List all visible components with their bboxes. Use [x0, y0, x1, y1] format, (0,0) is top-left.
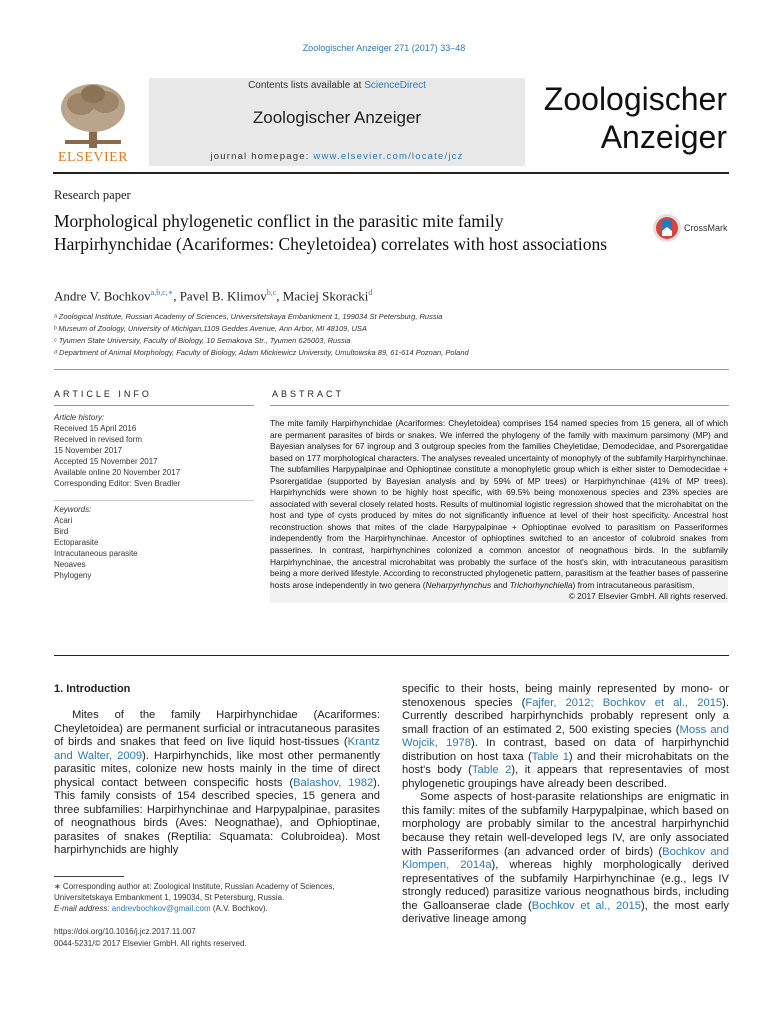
email-label: E-mail address:	[54, 904, 112, 913]
keyword: Bird	[54, 527, 69, 536]
affiliation: ᵇ Museum of Zoology, University of Michigan,1109 Geddes Avenue, Ann Arbor, MI 48109, USA	[54, 324, 367, 333]
homepage-prefix: journal homepage:	[210, 151, 314, 162]
author-affil-marks[interactable]: a,b,c,∗	[150, 288, 174, 297]
footnote-rule	[54, 876, 124, 877]
genus-name: Trichorhynchiella	[509, 579, 573, 590]
issn-line: 0044-5231/© 2017 Elsevier GmbH. All rights reserved.	[54, 939, 247, 948]
sciencedirect-link[interactable]: ScienceDirect	[364, 80, 426, 91]
affiliation: ᵈ Department of Animal Morphology, Faculty of Biology, Adam Mickiewicz University, Umultowska 89, 61-614 Poznan, Poland	[54, 348, 469, 357]
citation-link[interactable]: Bochkov and Klompen, 2014a	[402, 845, 730, 872]
article-history	[54, 412, 254, 489]
section-heading-introduction: 1. Introduction	[54, 683, 131, 695]
journal-name: Zoologischer Anzeiger	[252, 108, 422, 127]
crossmark-button[interactable]	[652, 213, 732, 245]
history-item: Received in revised form	[54, 435, 143, 444]
journal-info-box	[149, 78, 525, 166]
homepage-link[interactable]: www.elsevier.com/locate/jcz	[313, 151, 464, 162]
article-info-heading: ARTICLE INFO	[54, 389, 152, 399]
keyword: Neoaves	[54, 560, 86, 569]
history-item: Available online 20 November 2017	[54, 468, 181, 477]
homepage-line	[149, 151, 525, 162]
doi-link[interactable]: https://doi.org/10.1016/j.jcz.2017.11.007	[54, 927, 196, 936]
keyword: Ectoparasite	[54, 538, 99, 547]
citation-link[interactable]: Krantz and Walter, 2009	[54, 736, 380, 762]
cover-title-line-2: Anzeiger	[600, 119, 727, 155]
author-affil-marks[interactable]: d	[368, 288, 373, 297]
header-rule	[53, 172, 729, 174]
info-rule	[54, 405, 254, 406]
author-name: Andre V. Bochkov	[54, 288, 151, 304]
abstract-heading: ABSTRACT	[272, 389, 345, 399]
keyword: Acari	[54, 516, 73, 525]
email-link[interactable]: andrevbochkov@gmail.com	[111, 904, 211, 913]
history-item: 15 November 2017	[54, 446, 123, 455]
history-item: Accepted 15 November 2017	[54, 457, 158, 466]
author-name: Maciej Skoracki	[282, 288, 369, 304]
journal-cover-title	[525, 80, 727, 156]
abstract-body	[270, 416, 728, 603]
author-list: Andre V. Bochkov$^{a,b,c,∗}$, Pavel B. Klimov$^{b,c}$, Maciej Skoracki$^d$	[54, 288, 373, 304]
article-title: Morphological phylogenetic conflict in the parasitic mite family Harpirhynchidae (Acariformes: Cheyletoidea) correlates with host associations	[54, 211, 608, 254]
abstract-rule	[270, 405, 729, 406]
crossmark-label: CrossMark	[684, 223, 728, 233]
keyword: Phylogeny	[54, 571, 92, 580]
body-rule	[54, 655, 729, 656]
paragraph: Some aspects of host-parasite relationships are enigmatic in this family: mites of the subfamily Harpypalpinae, which based on morphology are probably similar to the ancestral harpirhynchid because they retain well-developed legs IV, are only associated with Passeriformes (an advanced order of birds) (Bochkov and Klompen, 2014a), whereas highly morphologically derived representatives of the subfamily Harpirhynchinae (e.g., legs IV strongly reduced) parasitize various neognathous birds, including the Galloanserae clade (Bochkov et al., 2015), the most early derivative lineage among	[402, 791, 730, 926]
contents-line	[149, 80, 525, 91]
cover-title-line-1: Zoologischer	[543, 81, 727, 117]
table-link[interactable]: Table 1	[531, 750, 569, 763]
abstract-text: The mite family Harpirhynchidae (Acariformes: Cheyletoidea) comprises 154 named species from 15 genera, all of which are permanent parasites of birds or snakes. We inferred the phylogeny of the family with maximum parsimony (MP) and Bayesian analyses for 67 ingroup and 3 outgroup species from the families Cheyletidae, Demodecidae, and Psorergatidae based on 177 morphological characters. The analyses revealed uncertainty of monophyly of the subfamily Harpirhynchinae. The subfamilies Harpypalpinae and Ophioptinae constitute a monophyletic group which is either sister to Demodecidae + Psorergatidae (supported by Bayesian analysis and by 59% of MP trees) or Harpirhynchinae (41% of MP trees). Harpirhynchids were shown to be highly host specific, with 69.5% being monoxenous species and 23% species are associated with several closely related hosts. Results of multinomial logistic regression showed that the microhabitat on the host and type of cysts produced by mites do not significantly influence at level of their host specificity. Ancestral host reconstruction shows that mites of the clade Harpypalpinae + Ophioptinae evolved to parasitism on Passeriformes independently from the Harpirhynchinae. Ancestor of ophioptines switched to an ancestor of colubroid snakes from passerines. In contrast, harpirhynchines colonized a common ancestor of neognathous birds. In the subfamily Harpirhynchinae, the ancestral microhabitat was probably the surface of the host's skin, with intracutaneous parasitism being a more derived lifestyle. According to reconstructed phylogenetic pattern, parasitism at the feather bases of passerine hosts arose independently in two genera (	[270, 418, 728, 590]
abstract-connector: and	[491, 579, 510, 590]
keywords	[54, 504, 254, 581]
table-link[interactable]: Table 2	[471, 764, 512, 777]
journal-banner	[53, 78, 727, 168]
abstract-copyright: © 2017 Elsevier GmbH. All rights reserved.	[568, 591, 728, 602]
corresponding-text: ∗ Corresponding author at: Zoological Institute, Russian Academy of Sciences, Universitetskaya Embankment 1, 199034, St Petersburg, Russia.	[54, 882, 335, 902]
history-label: Article history:	[54, 413, 105, 422]
corresponding-author-footnote	[54, 881, 380, 914]
journal-reference-link[interactable]: Zoologischer Anzeiger 271 (2017) 33–48	[302, 43, 466, 53]
keyword: Intracutaneous parasite	[54, 549, 138, 558]
genus-name: Neharpyrhynchus	[425, 579, 492, 590]
elsevier-logo-text: ELSEVIER	[57, 150, 129, 165]
affiliation: ᵃ Zoological Institute, Russian Academy of Sciences, Universitetskaya Embankment 1, 199034 St Petersburg, Russia	[54, 312, 443, 321]
keywords-label: Keywords:	[54, 505, 92, 514]
paragraph: specific to their hosts, being mainly represented by mono- or stenoxenous species (Fajfer, 2012; Bochkov et al., 2015). Currently described harpirhynchids probably represent only a small fraction of an estimated 2, 500 existing species (Moss and Wojcik, 1978). In contrast, based on data of harpirhynchid distribution on host taxa (Table 1) and their microhabitats on the host's body (Table 2), it appears that representavies of most phylogenetic groupings have already been described.	[402, 683, 730, 790]
paragraph: Mites of the family Harpirhynchidae (Acariformes: Cheyletoidea) are permanent surficial or intracutaneous parasites of birds and snakes that feed on live liquid host-tissues (Krantz and Walter, 2009). Harpirhynchids, like most other permanently parasitic mites, colonize new hosts mainly in the time of direct physical contact between conspecific hosts (Balashov, 1982). This family consists of 154 described species, 15 genera and three subfamilies: Harpirhynchinae and Harpypalpinae, parasites of neognathous birds (Aves: Neognathae), and Ophioptinae, parasites of snakes (Reptilia: Squamata: Colubroidea). Most harpirhynchids are highly	[54, 709, 381, 857]
intro-right-column	[402, 683, 729, 927]
intro-left-column	[54, 709, 380, 858]
citation-link[interactable]: Balashov, 1982	[293, 776, 374, 789]
citation-link[interactable]: Moss and Wojcik, 1978	[402, 723, 729, 750]
citation-link[interactable]: Fajfer, 2012; Bochkov et al., 2015	[525, 696, 723, 709]
author-name: Pavel B. Klimov	[179, 288, 267, 304]
info-divider	[54, 500, 254, 501]
history-item: Received 15 April 2016	[54, 424, 137, 433]
email-suffix: (A.V. Bochkov).	[210, 904, 268, 913]
crossmark-icon	[652, 213, 682, 243]
abstract-text-end: ) from intracutaneous parasitism.	[572, 579, 695, 590]
citation-link[interactable]: Bochkov et al., 2015	[531, 899, 641, 912]
author-affil-marks[interactable]: b,c	[266, 288, 277, 297]
affiliation: ᶜ Tyumen State University, Faculty of Biology, 10 Semakova Str., Tyumen 625003, Russia	[54, 336, 351, 345]
section-rule	[54, 369, 729, 370]
paper-type: Research paper	[54, 188, 131, 202]
history-item: Corresponding Editor: Sven Bradler	[54, 479, 181, 488]
contents-prefix: Contents lists available at	[248, 80, 365, 91]
